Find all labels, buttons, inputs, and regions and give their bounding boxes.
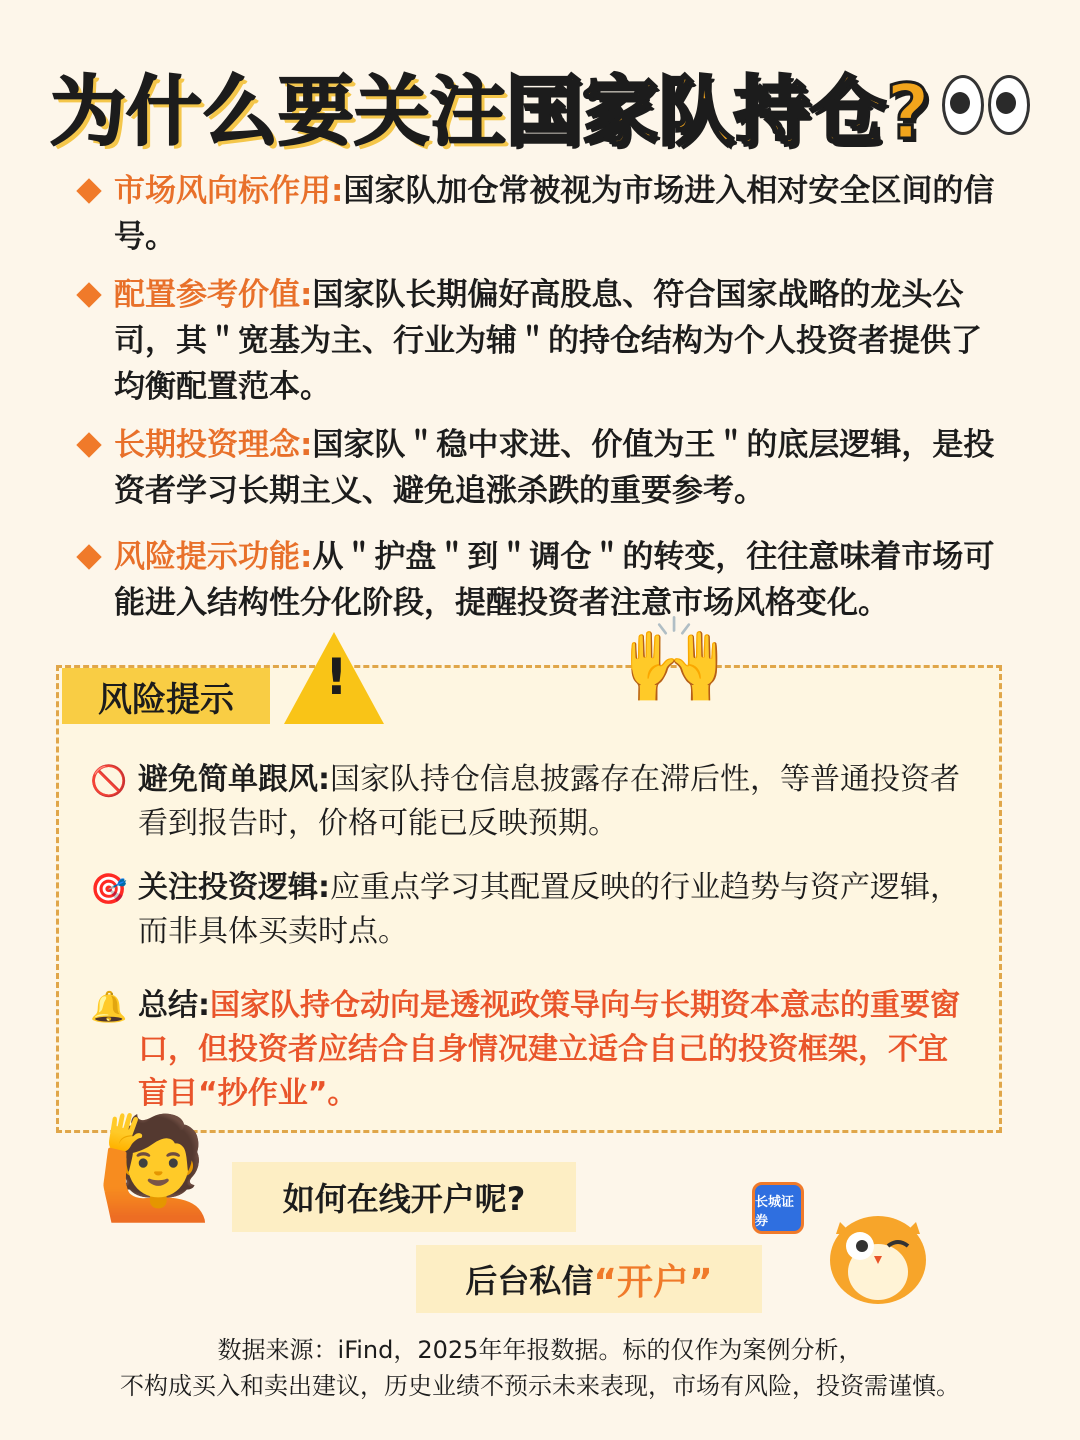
target-icon: 🎯 [90,872,128,907]
risk-item [90,866,970,954]
footer-line1: 数据来源：iFind，2025年年报数据。标的仅作为案例分析， [217,1336,863,1364]
page-title [0,62,1080,156]
risk-items [90,758,970,1136]
bullet-body: 国家队＂稳中求进、价值为王＂的底层逻辑，是投资者学习长期主义、避免追涨杀跌的重要参考。 [114,427,995,509]
bell-icon: 🔔 [90,990,128,1025]
title-part1: 为什么要关注 [49,66,506,156]
risk-item [90,984,970,1116]
risk-item [90,758,970,846]
bullet-head: 配置参考价值: [114,277,313,313]
bullet-head: 长期投资理念: [114,427,313,463]
footer-disclaimer [0,1332,1080,1404]
answer-highlight: “开户” [593,1261,713,1303]
eyes-icon [942,75,1030,135]
risk-item-body: 国家队持仓信息披露存在滞后性，等普通投资者看到报告时，价格可能已反映预期。 [138,762,960,841]
bullet-list [78,168,1008,634]
question-bubble: 如何在线开户呢? [232,1162,576,1232]
footer-line2: 不构成买入和卖出建议，历史业绩不预示未来表现，市场有风险，投资需谨慎。 [120,1372,960,1400]
bullet-item [78,272,1008,410]
bullet-head: 风险提示功能: [114,539,313,575]
answer-bubble [416,1245,762,1313]
diamond-icon [76,282,101,307]
diamond-icon [76,178,101,203]
raised-hands-icon: 🙌 [622,611,727,709]
person-raising-hand-icon: 🙋 [96,1109,221,1226]
prohibited-icon: 🚫 [90,764,128,799]
bullet-body: 国家队长期偏好高股息、符合国家战略的龙头公司，其＂宽基为主、行业为辅＂的持仓结构为个人投资者提供了均衡配置范本。 [114,277,982,405]
risk-tab: 风险提示 [62,668,270,724]
risk-item-body: 国家队持仓动向是透视政策导向与长期资本意志的重要窗口，但投资者应结合自身情况建立适合自己的投资框架，不宜盲目“抄作业”。 [138,988,960,1111]
bullet-body: 从＂护盘＂到＂调仓＂的转变，往往意味着市场可能进入结构性分化阶段，提醒投资者注意市场风格变化。 [114,539,995,621]
owl-mascot-icon [818,1198,936,1310]
risk-item-body: 应重点学习其配置反映的行业趋势与资产逻辑，而非具体买卖时点。 [138,870,960,949]
title-part2: 国家队持仓? [505,66,931,156]
warning-mark: ! [325,648,348,706]
bullet-item [78,168,1008,260]
diamond-icon [76,544,101,569]
risk-item-head: 总结: [138,988,210,1023]
bullet-head: 市场风向标作用: [114,173,344,209]
answer-prefix: 后台私信 [465,1262,594,1300]
bullet-item [78,422,1008,514]
diamond-icon [76,432,101,457]
bullet-body: 国家队加仓常被视为市场进入相对安全区间的信号。 [114,173,995,255]
risk-item-head: 关注投资逻辑: [138,870,330,905]
app-icon: 长城证券 [752,1182,804,1234]
risk-item-head: 避免简单跟风: [138,762,330,797]
bullet-item [78,534,1008,626]
